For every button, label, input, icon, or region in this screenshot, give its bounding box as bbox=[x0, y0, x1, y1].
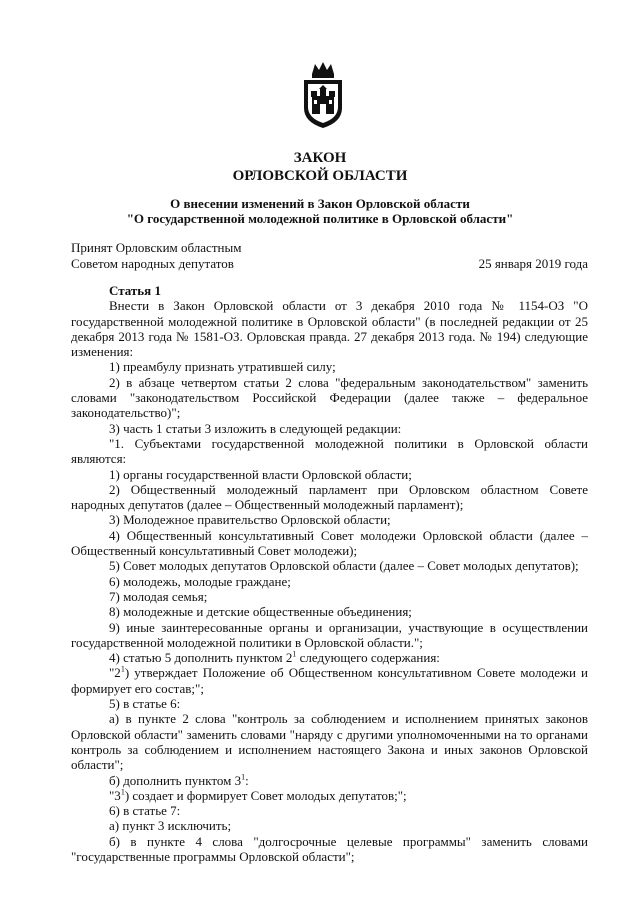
paragraph: 6) молодежь, молодые граждане; bbox=[109, 573, 291, 589]
paragraph-text: б) дополнить пунктом 3 bbox=[109, 772, 242, 788]
law-subject-line1: О внесении изменений в Закон Орловской области bbox=[170, 196, 470, 211]
paragraph: 3) Молодежное правительство Орловской области; bbox=[109, 512, 391, 528]
article-heading: Статья 1 bbox=[109, 283, 161, 298]
paragraph-text: "2 bbox=[109, 665, 121, 681]
paragraph: а) в пункте 2 слова "контроль за соблюдением и исполнением принятых законов Орловской области" заменить словами "наряду с другими уполномоченными на то органами контроль за соблюдением и исполнением настоящего Закона и иных законов Орловской области"; bbox=[71, 711, 588, 773]
paragraph: 3) часть 1 статьи 3 изложить в следующей редакции: bbox=[109, 420, 402, 436]
paragraph: 2) Общественный молодежный парламент при Орловском областном Совете народных депутатов (далее – Общественный молодежный парламент); bbox=[71, 481, 588, 513]
paragraph: 8) молодежные и детские общественные объединения; bbox=[109, 604, 412, 620]
law-subject-line2: "О государственной молодежной политике в Орловской области" bbox=[126, 211, 514, 226]
paragraph bbox=[71, 773, 588, 788]
paragraph: "1. Субъектами государственной молодежной политики в Орловской области являются: bbox=[71, 435, 588, 467]
paragraph: 5) в статье 6: bbox=[109, 696, 181, 712]
paragraph: 2) в абзаце четвертом статьи 2 слова "федеральным законодательством" заменить словами "законодательством Российской Федерации (далее также – федеральное законодательство)"; bbox=[71, 374, 588, 421]
paragraph: 6) в статье 7: bbox=[109, 803, 181, 819]
paragraph: 1) преамбулу признать утратившей силу; bbox=[109, 359, 336, 375]
adoption-date: 25 января 2019 года bbox=[478, 256, 588, 271]
paragraph: 1) органы государственной власти Орловской области; bbox=[109, 466, 412, 482]
paragraph-text: ) создает и формирует Совет молодых депутатов;"; bbox=[124, 787, 407, 803]
adoption-line2: Советом народных депутатов bbox=[71, 256, 234, 271]
superscript: 1 bbox=[292, 649, 297, 659]
paragraph bbox=[71, 650, 588, 665]
paragraph: 7) молодая семья; bbox=[109, 588, 208, 604]
paragraph bbox=[71, 665, 588, 696]
paragraph: б) в пункте 4 слова "долгосрочные целевые программы" заменить словами "государственные программы Орловской области"; bbox=[71, 833, 588, 864]
paragraph: 9) иные заинтересованные органы и организации, участвующие в осуществлении государственной молодежной политики в Орловской области."; bbox=[71, 619, 588, 650]
superscript: 1 bbox=[241, 772, 246, 782]
paragraph-text: "3 bbox=[109, 787, 121, 803]
law-region-title: ОРЛОВСКОЙ ОБЛАСТИ bbox=[232, 168, 408, 184]
paragraph: а) пункт 3 исключить; bbox=[109, 818, 232, 834]
article-body bbox=[71, 283, 588, 864]
paragraph-text: 4) статью 5 дополнить пунктом 2 bbox=[109, 650, 293, 666]
orel-coat-of-arms-icon bbox=[298, 60, 348, 130]
paragraph-text: следующего содержания: bbox=[296, 650, 440, 666]
paragraph: 4) Общественный консультативный Совет молодежи Орловской области (далее – Общественный консультативный Совет молодежи); bbox=[71, 527, 588, 559]
paragraph bbox=[71, 788, 588, 803]
paragraph-text: : bbox=[245, 772, 249, 788]
paragraph-text: ) утверждает Положение об Общественном консультативном Совете молодежи и формирует его состав;"; bbox=[71, 665, 588, 696]
law-title: ЗАКОН bbox=[293, 150, 347, 166]
superscript: 1 bbox=[120, 787, 125, 797]
adoption-line1: Принят Орловским областным bbox=[71, 240, 242, 255]
paragraph: Внести в Закон Орловской области от 3 декабря 2010 года № 1154-ОЗ "О государственной молодежной политике в Орловской области" (в последней редакции от 25 декабря 2013 года № 1581-ОЗ. Орловская правда. 27 декабря 2013 года. № 194) следующие изменения: bbox=[71, 298, 588, 360]
paragraph: 5) Совет молодых депутатов Орловской области (далее – Совет молодых депутатов); bbox=[109, 558, 579, 574]
superscript: 1 bbox=[120, 665, 125, 675]
